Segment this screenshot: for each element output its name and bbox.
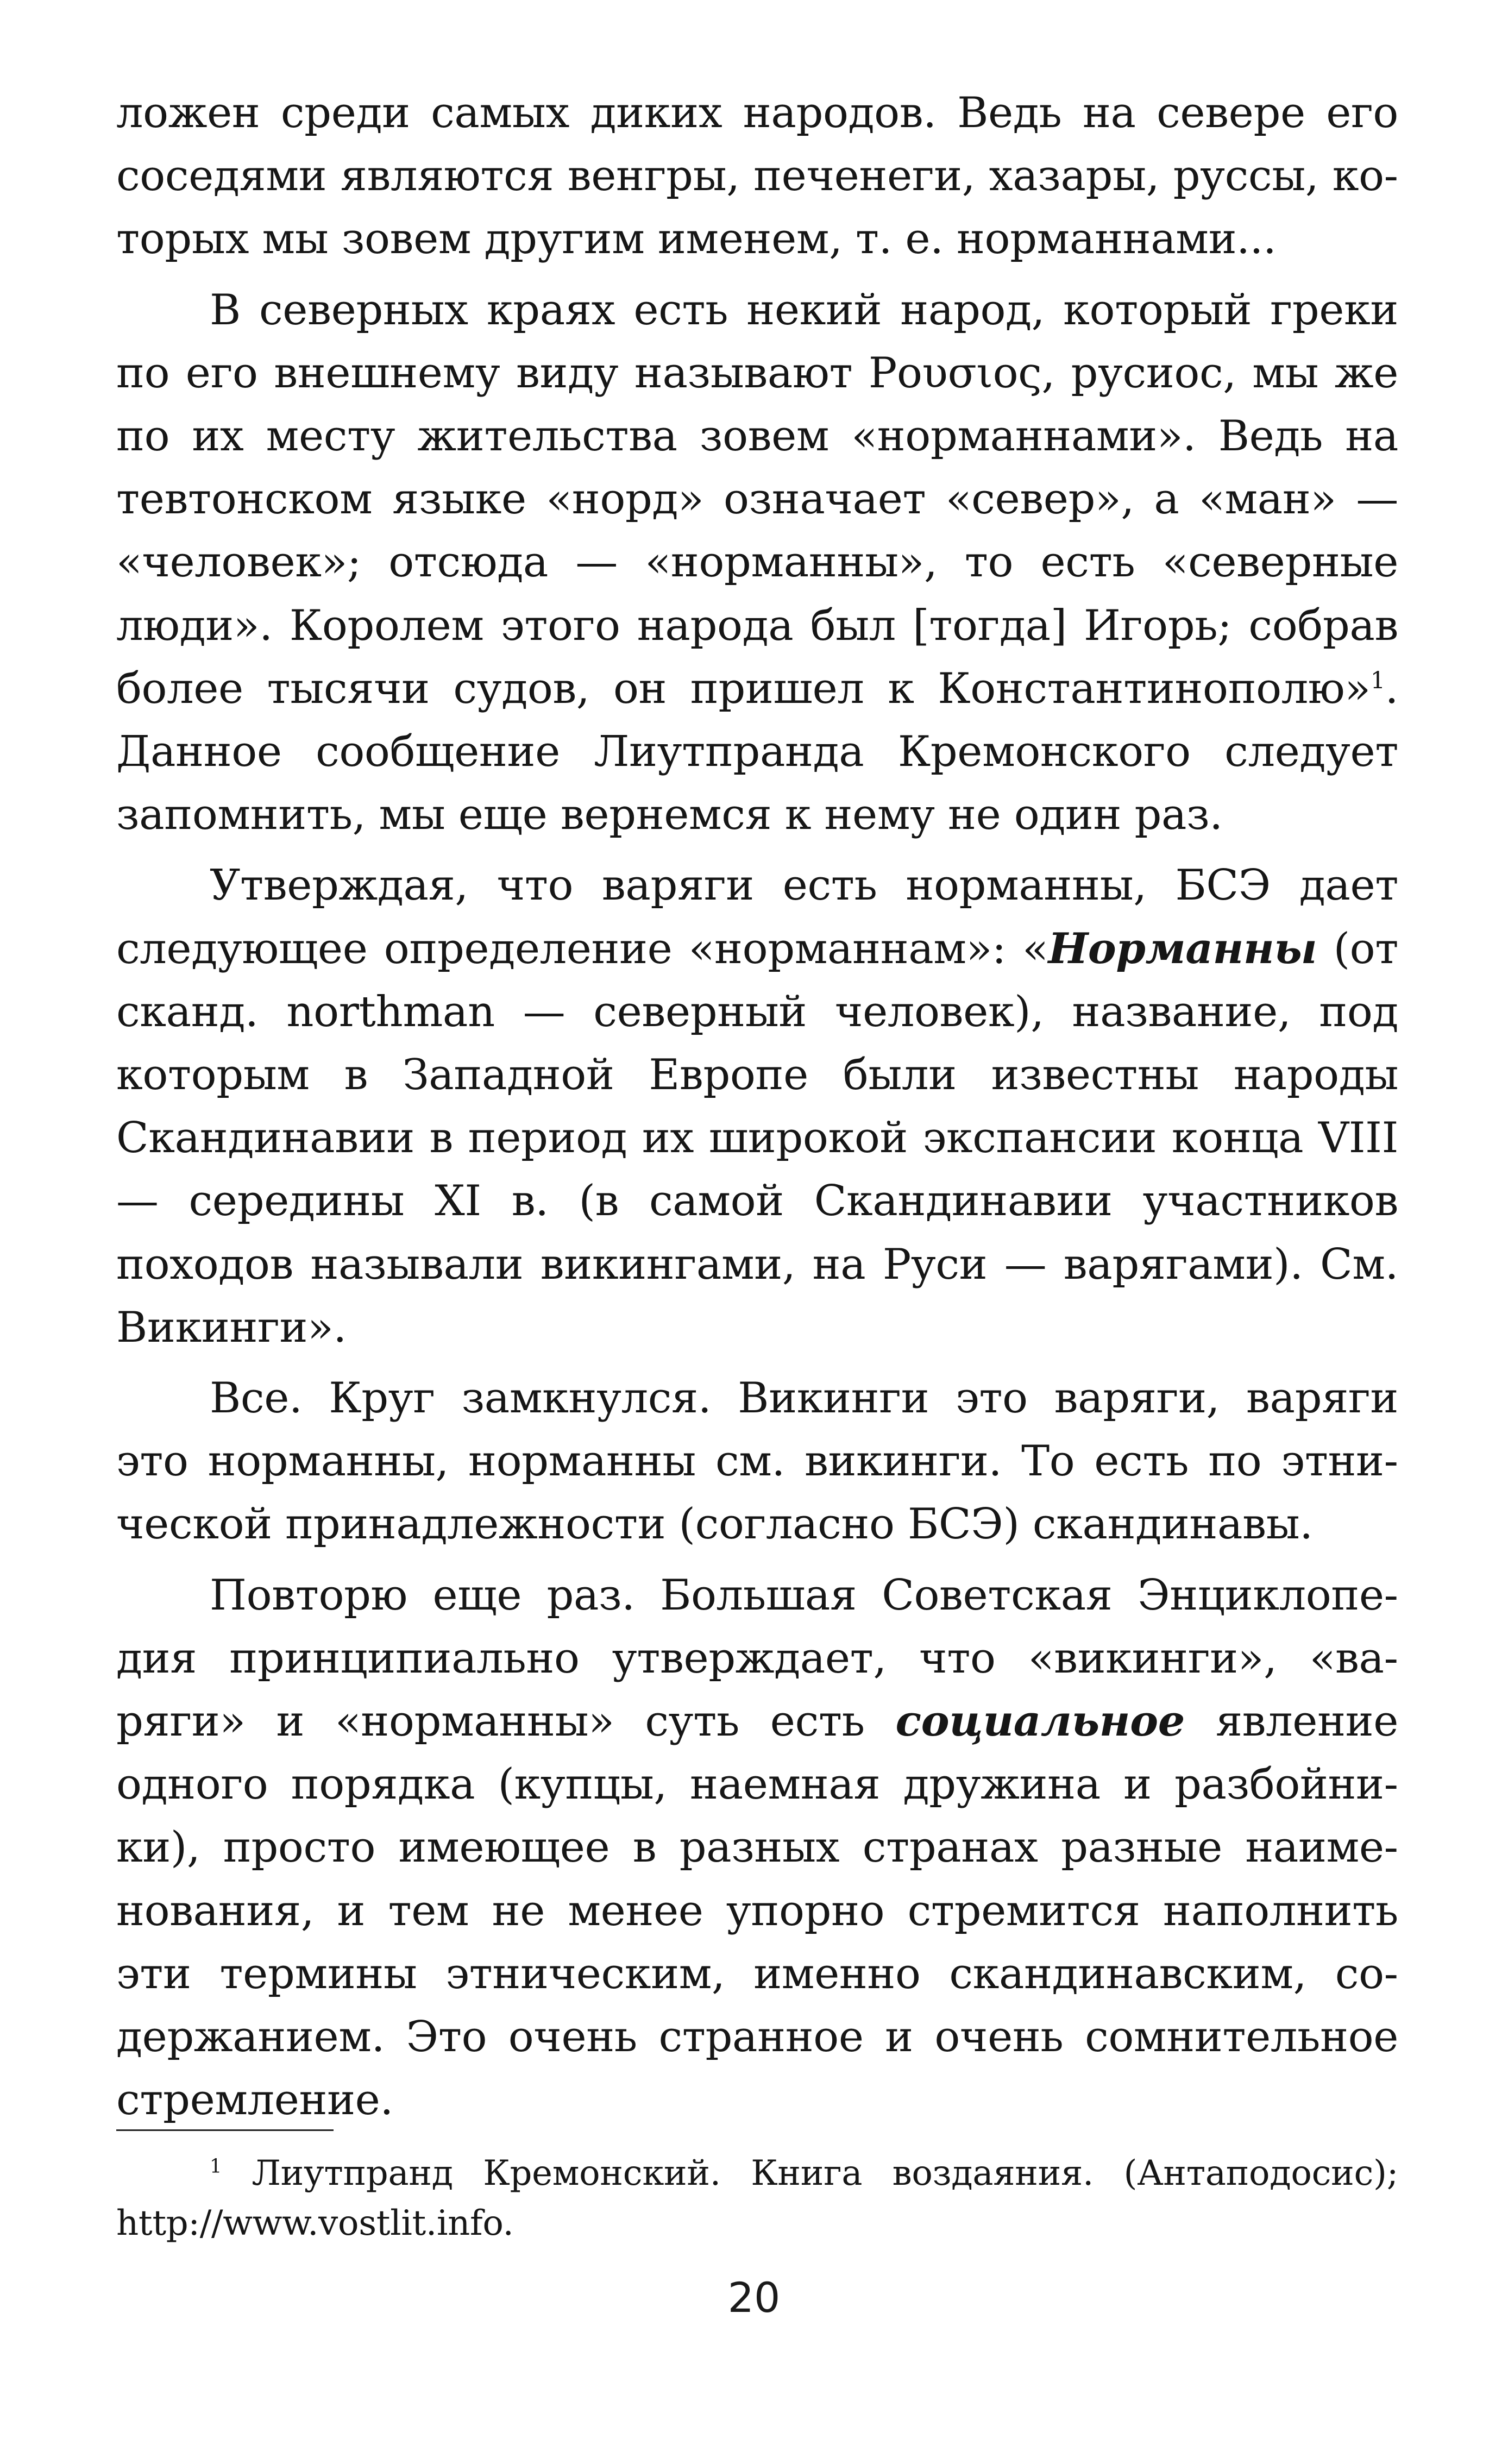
paragraph-circle-closed: Все. Круг замкнулся. Викинги это варяги, варяги это норманны, норманны см. викинги. То есть по этнической принадлежности (согласно БСЭ) скандинавы. xyxy=(116,1374,1398,1549)
paragraph-text: Повторю еще раз. Большая Советская Энциклопедия принципиально утверждает, что «викинги», «варяги» и «норманны» суть есть xyxy=(116,1570,1398,1746)
footnote-reference: 1 xyxy=(1370,667,1385,694)
page-number: 20 xyxy=(727,2273,781,2322)
paragraph-bse-definition xyxy=(116,854,1398,1359)
paragraph-text: (от сканд. northman — северный человек), название, под которым в Западной Европе были известны народы Скандинавии в период их широкой экспансии конца VIII — середины XI в. (в самой Скандинавии участников походов называли викингами, на Руси — варягами). См. Викинги». xyxy=(116,924,1398,1352)
paragraph-liutprand-quote xyxy=(116,279,1398,847)
paragraph-repeat xyxy=(116,1564,1398,2132)
page-body xyxy=(116,81,1398,2132)
paragraph-text: явление одного порядка (купцы, наемная дружина и разбойники), просто имеющее в разных странах разные наименования, и тем не менее упорно стремится наполнить эти термины этническим, именно скандинавским, содержанием. Это очень странное и очень сомнительное стремление. xyxy=(116,1697,1399,2125)
paragraph-text: . Данное сообщение Лиутпранда Кремонского следует запомнить, мы еще вернемся к нему не один раз. xyxy=(116,664,1398,840)
footnote xyxy=(116,2148,1398,2248)
paragraph-continuation: ложен среди самых диких народов. Ведь на севере его соседями являются венгры, печенеги, хазары, руссы, которых мы зовем другим именем, т. е. норманнами... xyxy=(116,89,1398,264)
emphasis-term: Норманны xyxy=(1048,923,1317,973)
paragraph-text: Утверждая, что варяги есть норманны, БСЭ дает следующее определение «норманнам»: « xyxy=(116,861,1398,973)
footnote-text: Лиутпранд Кремонский. Книга воздаяния. (Антаподосис); http://www.vostlit.info. xyxy=(116,2153,1398,2243)
footnote-divider xyxy=(116,2129,334,2131)
emphasis-term: социальное xyxy=(895,1696,1185,1746)
paragraph-text: В северных краях есть некий народ, который греки по его внешнему виду называют Ρουσιος, русиос, мы же по их месту жительства зовем «норманнами». Ведь на тевтонском языке «норд» означает «север», а «ман» — «человек»; отсюда — «норманны», то есть «северные люди». Королем этого народа был [тогда] Игорь; собрав более тысячи судов, он пришел к Константинополю» xyxy=(116,285,1398,713)
footnote-marker: 1 xyxy=(210,2155,222,2178)
